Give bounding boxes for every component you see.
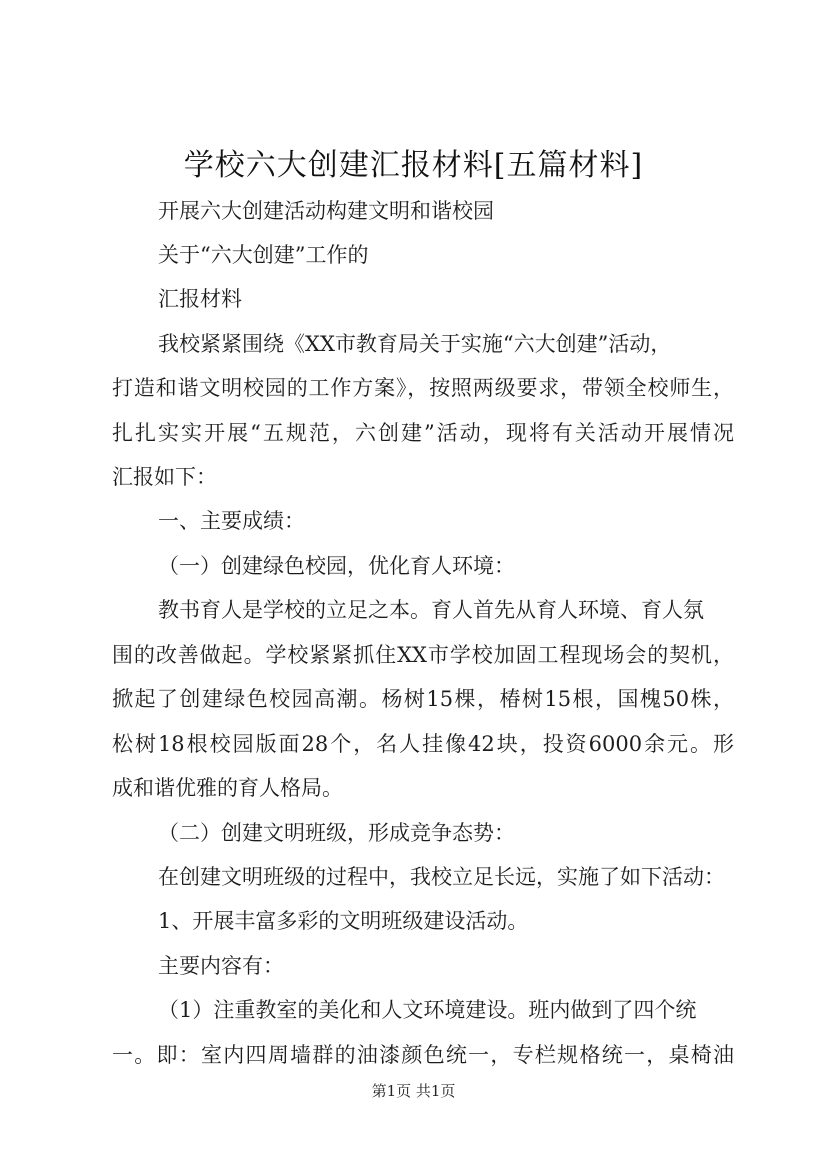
paragraph-line: 我校紧紧围绕《XX市教育局关于实施“六大创建”活动， bbox=[158, 332, 672, 356]
paragraph-line: 一。即：室内四周墙群的油漆颜色统一，专栏规格统一，桌椅油 bbox=[112, 1043, 734, 1067]
page-footer: 第1页 共1页 bbox=[371, 1082, 456, 1100]
paragraph-line: 开展六大创建活动构建文明和谐校园 bbox=[158, 199, 494, 223]
paragraph-line: 汇报材料 bbox=[158, 287, 242, 311]
paragraph-line: 成和谐优雅的育人格局。 bbox=[112, 776, 343, 800]
paragraph-line: 教书育人是学校的立足之本。育人首先从育人环境、育人氛 bbox=[158, 598, 704, 622]
paragraph-line: 扎扎实实开展“五规范，六创建”活动，现将有关活动开展情况 bbox=[112, 421, 734, 445]
paragraph-line: 关于“六大创建”工作的 bbox=[158, 243, 369, 267]
section-heading: 一、主要成绩： bbox=[158, 509, 305, 533]
subsection-heading: （二）创建文明班级，形成竞争态势： bbox=[158, 821, 515, 845]
paragraph-line: （1）注重教室的美化和人文环境建设。班内做到了四个统 bbox=[158, 998, 697, 1022]
document-title: 学校六大创建汇报材料[五篇材料] bbox=[183, 148, 644, 183]
paragraph-line: 掀起了创建绿色校园高潮。杨树15棵，椿树15根，国槐50株， bbox=[112, 687, 734, 711]
paragraph-line: 围的改善做起。学校紧紧抓住XX市学校加固工程现场会的契机， bbox=[112, 643, 734, 667]
paragraph-line: 汇报如下： bbox=[112, 465, 217, 489]
subsection-heading: （一）创建绿色校园，优化育人环境： bbox=[158, 554, 515, 578]
paragraph-line: 主要内容有： bbox=[158, 954, 284, 978]
paragraph-line: 打造和谐文明校园的工作方案》，按照两级要求，带领全校师生， bbox=[112, 376, 734, 400]
paragraph-line: 1、开展丰富多彩的文明班级建设活动。 bbox=[158, 909, 529, 933]
paragraph-line: 在创建文明班级的过程中，我校立足长远，实施了如下活动： bbox=[158, 865, 725, 889]
paragraph-line: 松树18根校园版面28个，名人挂像42块，投资6000余元。形 bbox=[112, 732, 734, 756]
